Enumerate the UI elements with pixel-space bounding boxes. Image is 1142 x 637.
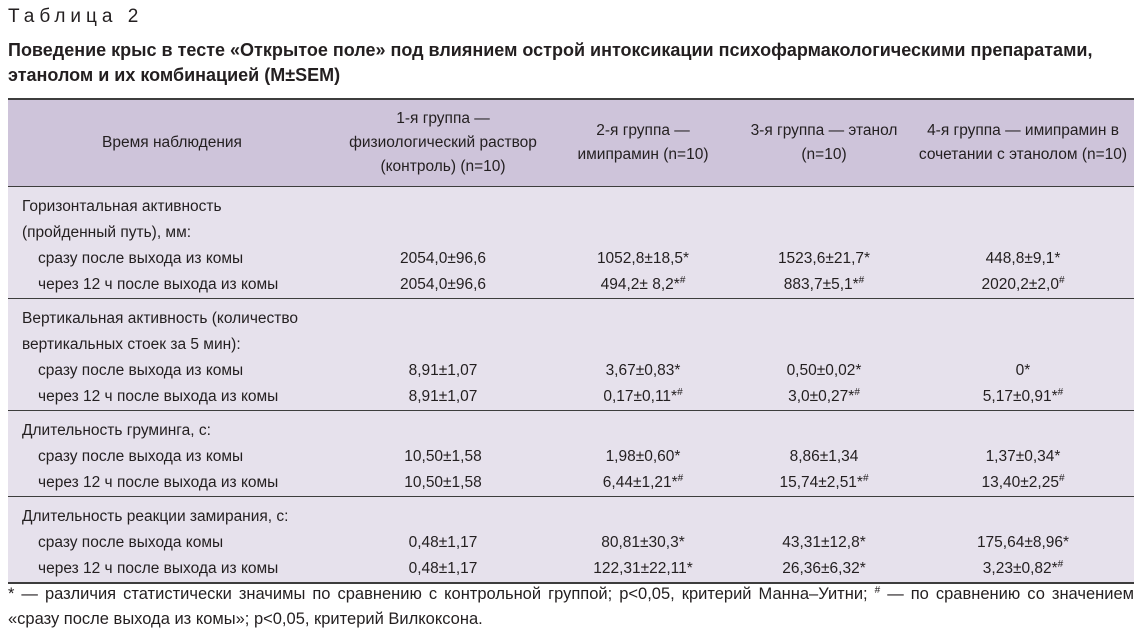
footnote-hash-note: — по сравнению со значением «сразу после выхода из комы»; p<0,05, критерий Вилкоксона. [8, 585, 1134, 628]
significance-mark: # [854, 387, 860, 398]
value-text: 8,91±1,07 [408, 362, 478, 379]
value-cell [336, 444, 550, 470]
section-grooming-duration [8, 411, 1134, 497]
footnote-hash-mark: # [874, 585, 881, 596]
value-cell [912, 246, 1134, 272]
value-text: 122,31±22,11* [593, 560, 693, 577]
value-text: 8,86±1,34 [789, 448, 859, 465]
value-cell [736, 556, 912, 582]
value-cell [736, 444, 912, 470]
header-group-1: 1-я группа — физиологический раствор (контроль) (n=10) [336, 99, 550, 187]
table-row [8, 299, 1134, 411]
table-header [8, 99, 1134, 187]
value-text: 26,36±6,32* [782, 560, 866, 577]
significance-mark: # [1058, 473, 1065, 484]
value-cell [336, 470, 550, 496]
value-text: 2020,2±2,0 [981, 276, 1059, 293]
header-row [8, 99, 1134, 187]
value-text: 0,50±0,02* [786, 362, 862, 379]
value-cell [550, 470, 736, 496]
value-cell [736, 384, 912, 410]
section-title-line: Длительность реакции замирания, с: [22, 508, 289, 525]
group-3-values-cell [736, 187, 912, 299]
section-freezing-duration [8, 497, 1134, 584]
value-cell [336, 384, 550, 410]
row-label-cell [8, 497, 336, 584]
value-cell [550, 530, 736, 556]
value-text: 2054,0±96,6 [399, 276, 487, 293]
value-cell [736, 470, 912, 496]
significance-mark: # [1057, 559, 1064, 570]
value-text: 1523,6±21,7* [777, 250, 871, 267]
value-text: 0,48±1,17 [408, 534, 478, 551]
time-point-label: через 12 ч после выхода из комы [38, 388, 279, 405]
value-cell [912, 556, 1134, 582]
value-cell [550, 358, 736, 384]
time-point-label: через 12 ч после выхода из комы [38, 560, 279, 577]
value-text: 6,44±1,21* [602, 474, 678, 491]
value-cell [736, 530, 912, 556]
value-text: 1,37±0,34* [985, 448, 1061, 465]
header-group-3: 3-я группа — этанол (n=10) [736, 99, 912, 187]
section-title-line: Вертикальная активность (количество [22, 310, 299, 327]
section-title-line: Длительность груминга, с: [22, 422, 211, 439]
value-text: 43,31±12,8* [782, 534, 866, 551]
time-point-label: сразу после выхода комы [38, 534, 224, 551]
time-point-label: сразу после выхода из комы [38, 250, 244, 267]
value-text: 10,50±1,58 [404, 448, 482, 465]
significance-mark: # [858, 275, 865, 286]
significance-mark: # [862, 473, 869, 484]
group-1-values-cell [336, 299, 550, 411]
group-3-values-cell [736, 497, 912, 584]
value-cell [336, 358, 550, 384]
value-text: 0,48±1,17 [408, 560, 478, 577]
group-3-values-cell [736, 299, 912, 411]
significance-mark: # [677, 473, 684, 484]
table-caption: Поведение крыс в тесте «Открытое поле» под влиянием острой интоксикации психофармакологическими препаратами, этанолом и их комбинацией (M±SEM) [8, 40, 1093, 85]
table-footnote [8, 582, 1134, 632]
value-text: 0,17±0,11* [603, 388, 678, 405]
row-label-cell [8, 411, 336, 497]
header-group-2: 2-я группа — имипрамин (n=10) [550, 99, 736, 187]
value-cell [550, 556, 736, 582]
significance-mark: # [677, 387, 683, 398]
value-cell [912, 444, 1134, 470]
group-2-values-cell [550, 497, 736, 584]
value-text: 175,64±8,96* [976, 534, 1070, 551]
value-text: 448,8±9,1* [985, 250, 1061, 267]
value-cell [336, 246, 550, 272]
value-cell [736, 272, 912, 298]
value-text: 1,98±0,60* [605, 448, 681, 465]
value-cell [550, 272, 736, 298]
value-cell [912, 358, 1134, 384]
time-point-label: сразу после выхода из комы [38, 448, 244, 465]
group-2-values-cell [550, 411, 736, 497]
value-cell [736, 246, 912, 272]
value-cell [736, 358, 912, 384]
value-text: 10,50±1,58 [404, 474, 482, 491]
section-title-line: вертикальных стоек за 5 мин): [22, 336, 241, 353]
value-cell [912, 530, 1134, 556]
value-text: 8,91±1,07 [408, 388, 478, 405]
group-3-values-cell [736, 411, 912, 497]
row-label-cell [8, 187, 336, 299]
value-text: 3,0±0,27* [788, 388, 855, 405]
table-row [8, 187, 1134, 299]
section-title-line: Горизонтальная активность [22, 198, 222, 215]
value-cell [550, 384, 736, 410]
time-point-label: сразу после выхода из комы [38, 362, 244, 379]
significance-mark: # [1057, 387, 1064, 398]
value-cell [912, 470, 1134, 496]
group-4-values-cell [912, 497, 1134, 584]
significance-mark: # [1058, 275, 1065, 286]
group-4-values-cell [912, 411, 1134, 497]
time-point-label: через 12 ч после выхода из комы [38, 474, 279, 491]
value-cell [336, 530, 550, 556]
section-title-line: (пройденный путь), мм: [22, 224, 192, 241]
value-text: 13,40±2,25 [981, 474, 1059, 491]
group-4-values-cell [912, 187, 1134, 299]
value-text: 15,74±2,51* [779, 474, 863, 491]
group-2-values-cell [550, 187, 736, 299]
value-text: 2054,0±96,6 [399, 250, 487, 267]
value-cell [912, 384, 1134, 410]
group-1-values-cell [336, 497, 550, 584]
value-text: 883,7±5,1* [783, 276, 859, 293]
group-2-values-cell [550, 299, 736, 411]
data-table [8, 98, 1134, 584]
header-group-4: 4-я группа — имипрамин в сочетании с этанолом (n=10) [912, 99, 1134, 187]
section-vertical-activity [8, 299, 1134, 411]
value-cell [550, 444, 736, 470]
section-horizontal-activity [8, 187, 1134, 299]
header-observation-time: Время наблюдения [8, 99, 336, 187]
value-text: 0* [1015, 362, 1031, 379]
table-row [8, 497, 1134, 584]
footnote-asterisk-note: * — различия статистически значимы по сравнению с контрольной группой; p<0,05, критерий Манна–Уитни; [8, 585, 875, 603]
table-row [8, 411, 1134, 497]
value-cell [912, 272, 1134, 298]
value-cell [550, 246, 736, 272]
group-1-values-cell [336, 187, 550, 299]
significance-mark: # [679, 275, 686, 286]
value-text: 1052,8±18,5* [596, 250, 690, 267]
row-label-cell [8, 299, 336, 411]
value-cell [336, 272, 550, 298]
group-4-values-cell [912, 299, 1134, 411]
value-text: 5,17±0,91* [982, 388, 1058, 405]
time-point-label: через 12 ч после выхода из комы [38, 276, 279, 293]
group-1-values-cell [336, 411, 550, 497]
value-text: 3,67±0,83* [605, 362, 681, 379]
data-table-container [8, 98, 1134, 584]
value-text: 3,23±0,82* [982, 560, 1058, 577]
value-cell [336, 556, 550, 582]
value-text: 494,2± 8,2* [600, 276, 680, 293]
table-number: Таблица 2 [8, 6, 144, 27]
value-text: 80,81±30,3* [601, 534, 685, 551]
